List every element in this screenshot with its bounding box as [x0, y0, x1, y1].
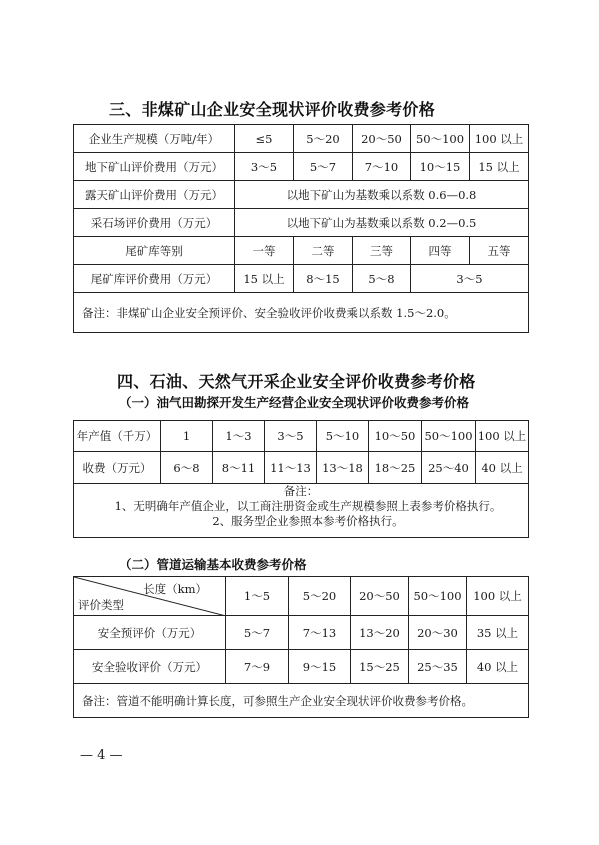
table-cell: 1～5 [226, 577, 289, 616]
subsection-2-heading: （二）管道运输基本收费参考价格 [119, 557, 307, 572]
table-cell: 8～15 [294, 265, 353, 293]
table-note [74, 484, 529, 538]
table-row [74, 650, 529, 684]
length-header: 长度（km） [143, 582, 207, 596]
table-cell: 10～15 [411, 153, 470, 181]
subsection-1-heading: （一）油气田勘探开发生产经营企业安全现状评价收费参考价格 [119, 395, 470, 410]
table-cell: 7～13 [289, 616, 351, 650]
note-line: 2、服务型企业参照本参考价格执行。 [212, 514, 404, 528]
table-cell: 11～13 [265, 452, 317, 484]
table-cell: 20～50 [353, 125, 411, 153]
table-row [74, 181, 529, 209]
table-cell: 7～9 [226, 650, 289, 684]
table-cell: 1 [161, 421, 213, 452]
table-cell: 5～7 [226, 616, 289, 650]
table-row [74, 484, 529, 538]
table-cell: 50～100 [409, 577, 467, 616]
bleed-through-mark [330, 346, 550, 370]
table-cell: 8～11 [213, 452, 265, 484]
table-note: 备注：非煤矿山企业安全预评价、安全验收评价收费乘以系数 1.5～2.0。 [74, 293, 529, 333]
table-cell: 3～5 [411, 265, 529, 293]
pipeline-price-table [73, 576, 529, 718]
table-cell: 3～5 [265, 421, 317, 452]
table-cell: ≤5 [235, 125, 294, 153]
table-row [74, 421, 529, 452]
table-cell: 100 以上 [470, 125, 529, 153]
table-cell: 50～100 [422, 421, 476, 452]
table-cell: 安全预评价（万元） [74, 616, 226, 650]
table-row [74, 209, 529, 237]
table-cell: 三等 [353, 237, 411, 265]
table-cell: 40 以上 [476, 452, 529, 484]
table-row [74, 237, 529, 265]
table-cell: 40 以上 [467, 650, 529, 684]
table-row [74, 684, 529, 718]
table-cell: 5～20 [294, 125, 353, 153]
table-cell: 四等 [411, 237, 470, 265]
table-cell: 15 以上 [235, 265, 294, 293]
table-cell: 年产值（千万） [74, 421, 161, 452]
evaluation-type-header: 评价类型 [78, 598, 124, 612]
table-cell: 采石场评价费用（万元） [74, 209, 235, 237]
section-4-heading: 四、石油、天然气开采企业安全评价收费参考价格 [117, 372, 476, 391]
table-cell: 二等 [294, 237, 353, 265]
non-coal-mine-price-table [73, 124, 529, 333]
table-cell: 以地下矿山为基数乘以系数 0.2—0.5 [235, 209, 529, 237]
table-row [74, 265, 529, 293]
table-cell: 35 以上 [467, 616, 529, 650]
table-cell: 15 以上 [470, 153, 529, 181]
oil-gas-field-price-table [73, 420, 529, 538]
table-cell: 20～50 [351, 577, 409, 616]
table-cell: 5～20 [289, 577, 351, 616]
note-line: 1、无明确年产值企业，以工商注册资金或生产规模参照上表参考价格执行。 [114, 499, 502, 513]
table-cell: 13～20 [351, 616, 409, 650]
table-row [74, 125, 529, 153]
table-cell: 3～5 [235, 153, 294, 181]
table-cell: 露天矿山评价费用（万元） [74, 181, 235, 209]
table-cell: 安全验收评价（万元） [74, 650, 226, 684]
table-cell: 6～8 [161, 452, 213, 484]
table-cell: 五等 [470, 237, 529, 265]
table-cell: 一等 [235, 237, 294, 265]
table-cell: 尾矿库等别 [74, 237, 235, 265]
table-cell: 地下矿山评价费用（万元） [74, 153, 235, 181]
table-row [74, 293, 529, 333]
table-row [74, 452, 529, 484]
table-cell: 企业生产规模（万吨/年） [74, 125, 235, 153]
table-cell: 5～7 [294, 153, 353, 181]
table-cell: 20～30 [409, 616, 467, 650]
table-cell: 100 以上 [467, 577, 529, 616]
table-cell: 以地下矿山为基数乘以系数 0.6—0.8 [235, 181, 529, 209]
table-cell: 5～8 [353, 265, 411, 293]
table-cell: 1～3 [213, 421, 265, 452]
table-cell: 13～18 [317, 452, 369, 484]
table-cell: 25～40 [422, 452, 476, 484]
table-cell: 收费（万元） [74, 452, 161, 484]
section-3-heading: 三、非煤矿山企业安全现状评价收费参考价格 [109, 100, 436, 119]
table-row [74, 616, 529, 650]
table-cell: 尾矿库评价费用（万元） [74, 265, 235, 293]
table-cell: 50～100 [411, 125, 470, 153]
page-number: — 4 — [80, 748, 123, 763]
table-row [74, 577, 529, 616]
table-cell: 7～10 [353, 153, 411, 181]
table-row [74, 153, 529, 181]
diagonal-header-cell [74, 577, 226, 616]
table-cell: 25～35 [409, 650, 467, 684]
table-cell: 15～25 [351, 650, 409, 684]
table-cell: 10～50 [369, 421, 422, 452]
table-cell: 100 以上 [476, 421, 529, 452]
table-cell: 18～25 [369, 452, 422, 484]
table-note: 备注：管道不能明确计算长度，可参照生产企业安全现状评价收费参考价格。 [74, 684, 529, 718]
note-title: 备注： [283, 484, 319, 498]
table-cell: 5～10 [317, 421, 369, 452]
table-cell: 9～15 [289, 650, 351, 684]
